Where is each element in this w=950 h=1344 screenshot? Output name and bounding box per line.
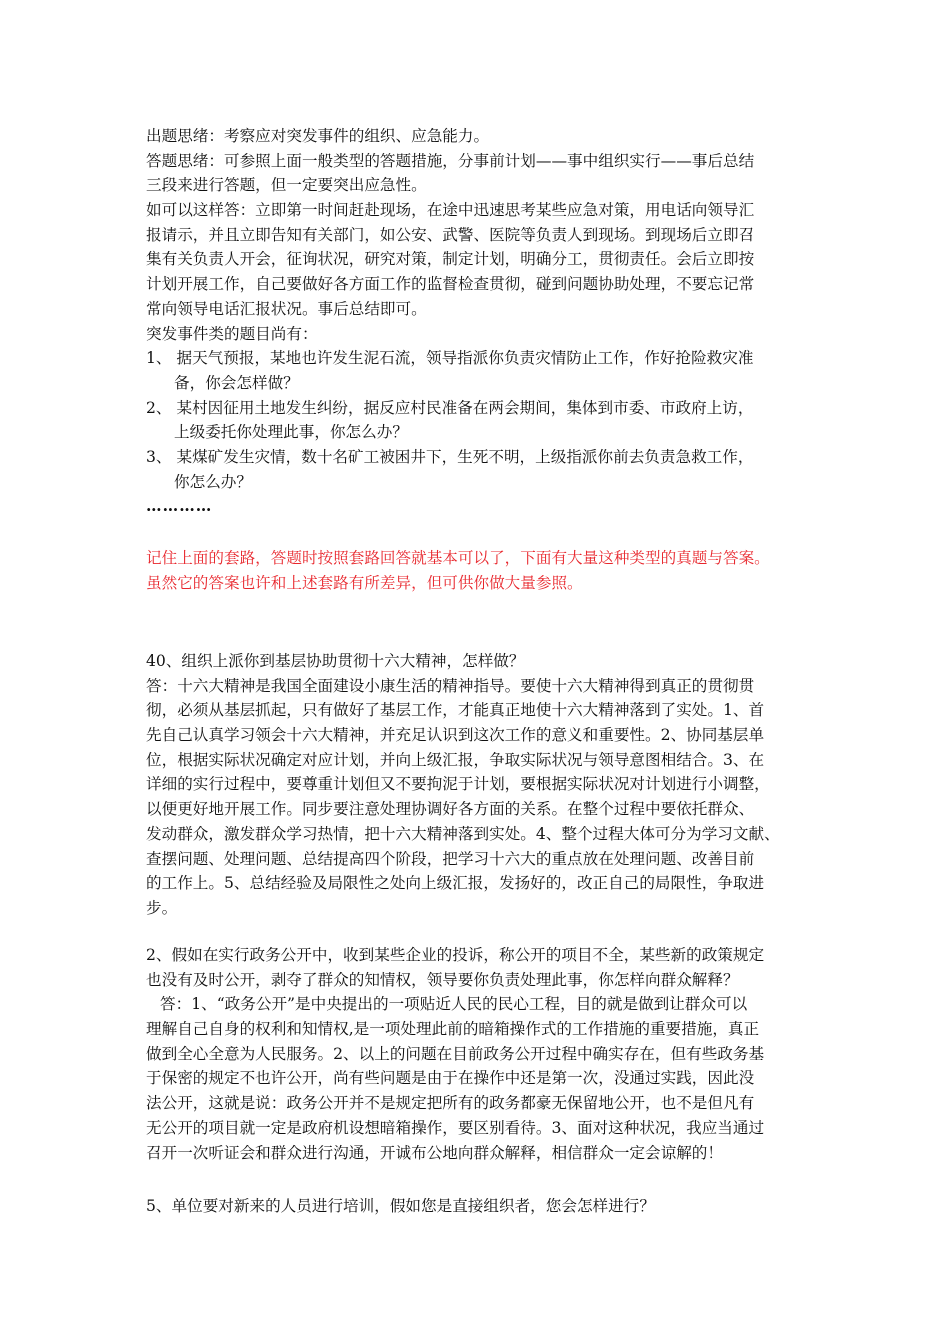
text-line: 计划开展工作，自己要做好各方面工作的监督检查贯彻，碰到问题协助处理，不要忘记常	[146, 275, 755, 294]
intro-section	[146, 124, 818, 519]
answer-line: 彻，必须从基层抓起，只有做好了基层工作，才能真正地使十六大精神落到了实处。1、首	[146, 701, 765, 720]
list-item: 1、 据天气预报，某地也许发生泥石流，领导指派你负责灾情防止工作，作好抢险救灾准	[146, 349, 754, 368]
answer-line: 查摆问题、处理问题、总结提高四个阶段，把学习十六大的重点放在处理问题、改善目前	[146, 849, 755, 868]
answer-line: 步。	[146, 898, 178, 917]
answer-line: 详细的实行过程中，要尊重计划但又不要拘泥于计划，要根据实际状况对计划进行小调整，	[146, 775, 770, 794]
question-40-section	[146, 649, 818, 921]
question-title: 5、单位要对新来的人员进行培训，假如您是直接组织者，您会怎样进行？	[146, 1197, 655, 1215]
question-title: 40、组织上派你到基层协助贯彻十六大精神，怎样做？	[146, 652, 525, 670]
ellipsis-line: …………	[146, 496, 213, 516]
answer-line: 以便更好地开展工作。同步要注意处理协调好各方面的关系。在整个过程中要依托群众、	[146, 800, 755, 819]
text-line: 集有关负责人开会，征询状况，研究对策，制定计划，明确分工，贯彻责任。会后立即按	[146, 250, 755, 269]
list-item-continuation: 上级委托你处理此事，你怎么办？	[174, 423, 408, 442]
notice-line: 记住上面的套路，答题时按照套路回答就基本可以了，下面有大量这种类型的真题与答案。	[146, 549, 770, 567]
list-item-continuation: 你怎么办？	[174, 472, 252, 491]
list-item: 2、 某村因征用土地发生纠纷，据反应村民准备在两会期间，集体到市委、市政府上访，	[146, 398, 754, 417]
answer-line: 召开一次听证会和群众进行沟通，开诚布公地向群众解释，相信群众一定会谅解的！	[146, 1143, 723, 1162]
question-5-section	[146, 1194, 818, 1219]
answer-line: 答：十六大精神是我国全面建设小康生活的精神指导。要使十六大精神得到真正的贯彻贯	[146, 676, 755, 695]
text-line: 如可以这样答：立即第一时间赶赴现场，在途中迅速思考某些应急对策，用电话向领导汇	[146, 201, 755, 220]
text-line: 报请示，并且立即告知有关部门，如公安、武警、医院等负责人到现场。到现场后立即召	[146, 225, 755, 244]
answer-line: 无公开的项目就一定是政府机设想暗箱操作，要区别看待。3、面对这种状况，我应当通过	[146, 1118, 765, 1137]
question-2-section	[146, 943, 818, 1165]
answer-line: 发动群众，激发群众学习热情，把十六大精神落到实处。4、整个过程大体可分为学习文献、	[146, 824, 780, 843]
text-line: 出题思绪：考察应对突发事件的组织、应急能力。	[146, 127, 490, 145]
answer-line: 先自己认真学习领会十六大精神，并充足认识到这次工作的意义和重要性。2、协同基层单	[146, 726, 765, 745]
question-title: 也没有及时公开，剥夺了群众的知情权，领导要你负责处理此事，你怎样向群众解释？	[146, 970, 739, 989]
answer-line: 的工作上。5、总结经验及局限性之处向上级汇报，发扬好的，改正自己的局限性，争取进	[146, 874, 765, 893]
notice-section	[146, 546, 818, 595]
answer-line: 位，根据实际状况确定对应计划，并向上级汇报，争取实际状况与领导意图相结合。3、在	[146, 750, 765, 769]
answer-line: 理解自己自身的权利和知情权,是一项处理此前的暗箱操作式的工作措施的重要措施，真正	[146, 1020, 760, 1039]
text-line: 三段来进行答题，但一定要突出应急性。	[146, 176, 427, 195]
question-title: 2、假如在实行政务公开中，收到某些企业的投诉，称公开的项目不全，某些新的政策规定	[146, 946, 765, 964]
answer-line: 做到全心全意为人民服务。2、以上的问题在目前政务公开过程中确实存在，但有些政务基	[146, 1044, 765, 1063]
notice-line: 虽然它的答案也许和上述套路有所差异，但可供你做大量参照。	[146, 573, 583, 592]
text-line: 答题思绪：可参照上面一般类型的答题措施，分事前计划——事中组织实行——事后总结	[146, 151, 755, 170]
answer-line: 答：1、“政务公开”是中央提出的一项贴近人民的民心工程，目的就是做到让群众可以	[160, 995, 748, 1014]
answer-line: 于保密的规定不也许公开，尚有些问题是由于在操作中还是第一次，没通过实践，因此没	[146, 1069, 755, 1088]
text-line: 常向领导电话汇报状况。事后总结即可。	[146, 299, 427, 318]
text-line: 突发事件类的题目尚有：	[146, 324, 318, 343]
list-item-continuation: 备，你会怎样做？	[174, 373, 299, 392]
list-item: 3、 某煤矿发生灾情，数十名矿工被困井下，生死不明，上级指派你前去负责急救工作，	[146, 447, 754, 466]
answer-line: 法公开，这就是说：政务公开并不是规定把所有的政务都豪无保留地公开，也不是但凡有	[146, 1094, 755, 1113]
